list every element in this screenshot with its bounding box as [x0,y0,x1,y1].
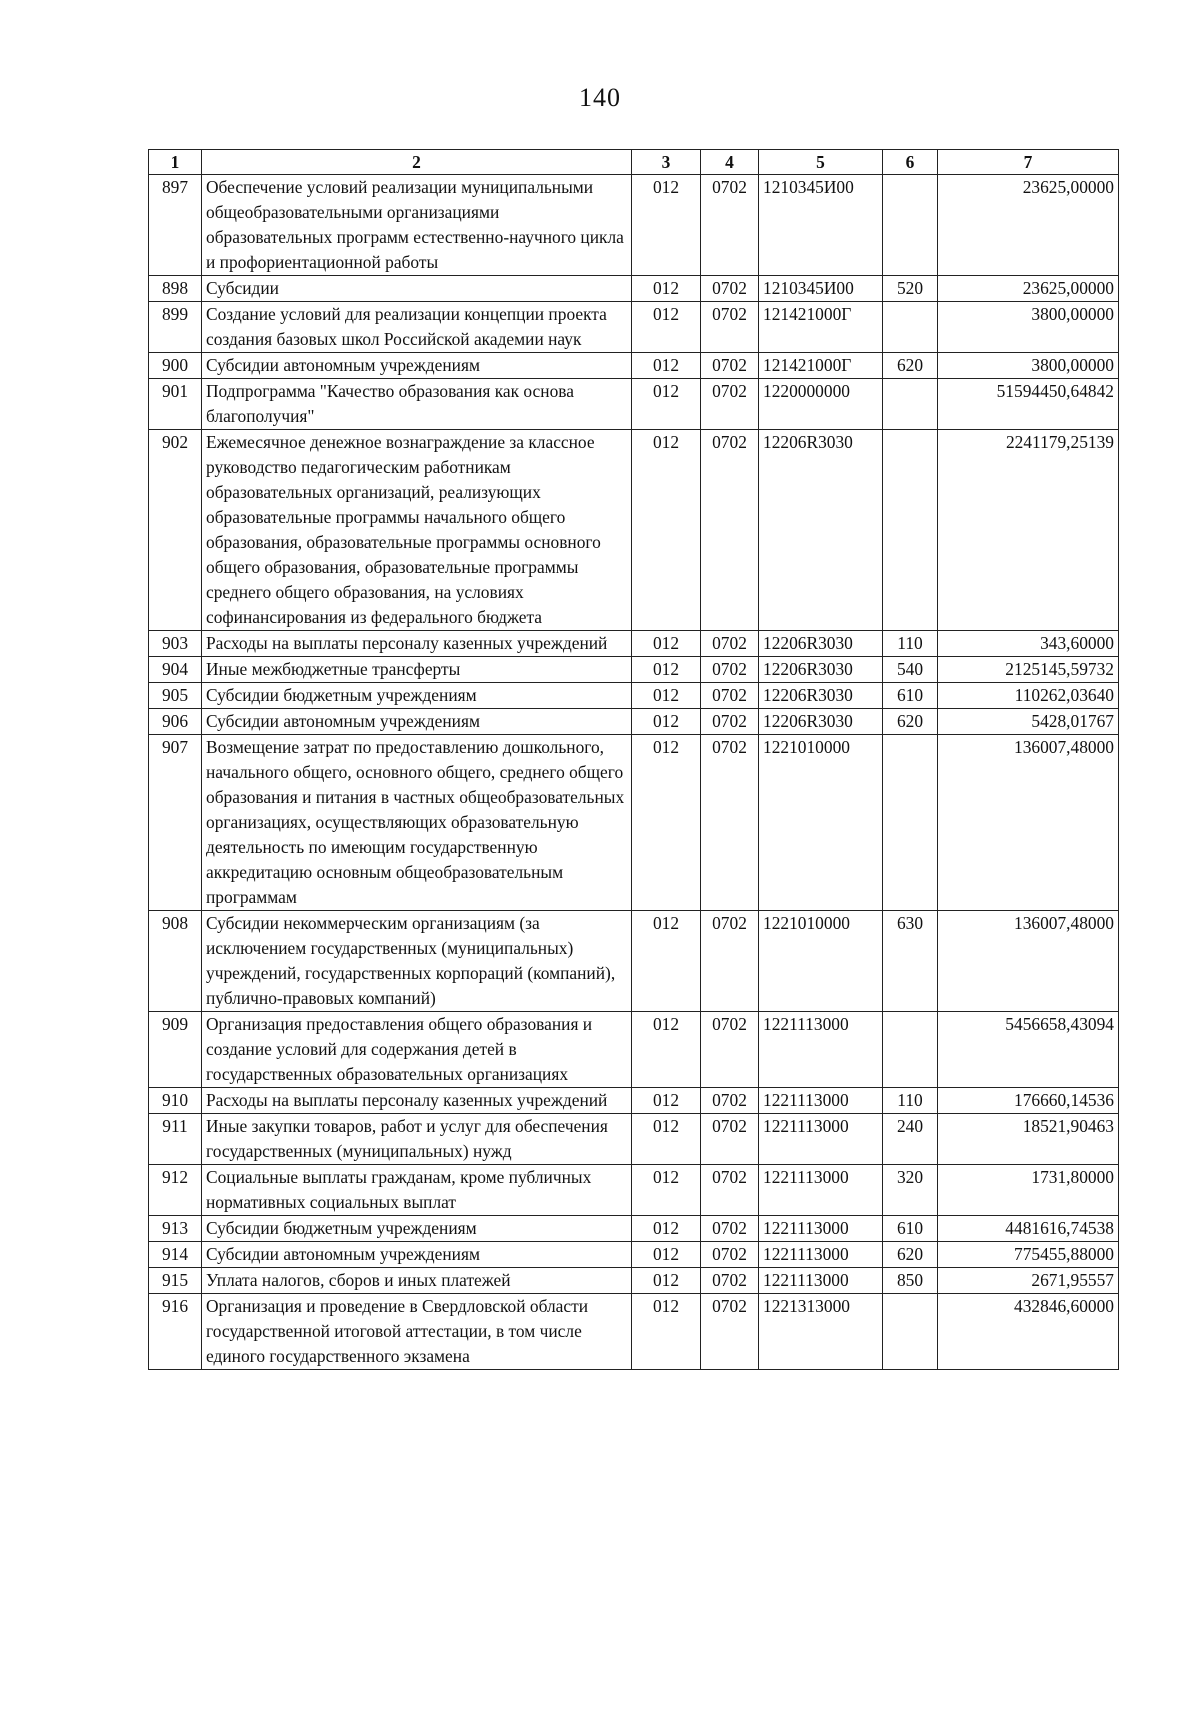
row-number: 915 [149,1268,202,1294]
section-code: 0702 [701,1088,759,1114]
admin-code: 012 [632,379,701,430]
section-code: 0702 [701,735,759,911]
expense-type-code [883,379,938,430]
target-code: 12206R3030 [759,430,883,631]
target-code: 1221113000 [759,1242,883,1268]
row-name: Субсидии автономным учреждениям [202,709,632,735]
table-row [149,1294,1119,1370]
row-number: 916 [149,1294,202,1370]
admin-code: 012 [632,1114,701,1165]
column-header: 4 [701,150,759,175]
target-code: 12206R3030 [759,657,883,683]
row-name: Организация и проведение в Свердловской области государственной итоговой аттестации, в том числе единого государственного экзамена [202,1294,632,1370]
expense-type-code: 610 [883,683,938,709]
admin-code: 012 [632,1165,701,1216]
amount: 136007,48000 [938,735,1119,911]
section-code: 0702 [701,379,759,430]
amount: 343,60000 [938,631,1119,657]
admin-code: 012 [632,302,701,353]
admin-code: 012 [632,1268,701,1294]
table-row [149,1216,1119,1242]
amount: 23625,00000 [938,175,1119,276]
table-row [149,1242,1119,1268]
table-row [149,276,1119,302]
row-name: Субсидии автономным учреждениям [202,1242,632,1268]
column-header: 7 [938,150,1119,175]
row-number: 912 [149,1165,202,1216]
expense-type-code: 540 [883,657,938,683]
section-code: 0702 [701,175,759,276]
expense-type-code: 610 [883,1216,938,1242]
section-code: 0702 [701,302,759,353]
row-name: Субсидии [202,276,632,302]
target-code: 1221313000 [759,1294,883,1370]
target-code: 1210345И00 [759,175,883,276]
table-row [149,911,1119,1012]
row-name: Социальные выплаты гражданам, кроме публичных нормативных социальных выплат [202,1165,632,1216]
amount: 775455,88000 [938,1242,1119,1268]
section-code: 0702 [701,709,759,735]
admin-code: 012 [632,353,701,379]
target-code: 1221010000 [759,911,883,1012]
admin-code: 012 [632,683,701,709]
admin-code: 012 [632,1294,701,1370]
section-code: 0702 [701,276,759,302]
target-code: 121421000Г [759,353,883,379]
row-name: Возмещение затрат по предоставлению дошкольного, начального общего, основного общего, среднего общего образования и питания в частных общеобразовательных организациях, осуществляющих образовательную деятельность по имеющим государственную аккредитацию основным общеобразовательным программам [202,735,632,911]
section-code: 0702 [701,657,759,683]
table-row [149,1165,1119,1216]
expense-type-code [883,1294,938,1370]
amount: 3800,00000 [938,302,1119,353]
target-code: 1221113000 [759,1012,883,1088]
row-number: 907 [149,735,202,911]
budget-table [148,149,1119,1370]
amount: 110262,03640 [938,683,1119,709]
row-name: Расходы на выплаты персоналу казенных учреждений [202,1088,632,1114]
row-name: Создание условий для реализации концепции проекта создания базовых школ Российской академии наук [202,302,632,353]
amount: 51594450,64842 [938,379,1119,430]
table-row [149,1268,1119,1294]
amount: 18521,90463 [938,1114,1119,1165]
row-name: Иные закупки товаров, работ и услуг для обеспечения государственных (муниципальных) нужд [202,1114,632,1165]
expense-type-code: 320 [883,1165,938,1216]
target-code: 1221113000 [759,1114,883,1165]
row-name: Иные межбюджетные трансферты [202,657,632,683]
table-row [149,430,1119,631]
expense-type-code: 520 [883,276,938,302]
row-number: 899 [149,302,202,353]
admin-code: 012 [632,276,701,302]
amount: 2671,95557 [938,1268,1119,1294]
expense-type-code [883,430,938,631]
target-code: 12206R3030 [759,709,883,735]
amount: 5428,01767 [938,709,1119,735]
target-code: 1221113000 [759,1216,883,1242]
expense-type-code [883,175,938,276]
row-number: 908 [149,911,202,1012]
row-number: 902 [149,430,202,631]
admin-code: 012 [632,175,701,276]
amount: 23625,00000 [938,276,1119,302]
table-row [149,683,1119,709]
target-code: 1221113000 [759,1088,883,1114]
section-code: 0702 [701,1114,759,1165]
amount: 4481616,74538 [938,1216,1119,1242]
admin-code: 012 [632,657,701,683]
expense-type-code [883,735,938,911]
row-name: Субсидии некоммерческим организациям (за исключением государственных (муниципальных) учреждений, государственных корпораций (компаний), публично-правовых компаний) [202,911,632,1012]
row-number: 906 [149,709,202,735]
amount: 2241179,25139 [938,430,1119,631]
row-name: Организация предоставления общего образования и создание условий для содержания детей в государственных образовательных организациях [202,1012,632,1088]
row-number: 900 [149,353,202,379]
target-code: 12206R3030 [759,631,883,657]
row-number: 914 [149,1242,202,1268]
expense-type-code: 630 [883,911,938,1012]
table-row [149,1012,1119,1088]
table-row [149,1114,1119,1165]
row-name: Подпрограмма "Качество образования как основа благополучия" [202,379,632,430]
table-row [149,302,1119,353]
row-name: Уплата налогов, сборов и иных платежей [202,1268,632,1294]
expense-type-code: 620 [883,353,938,379]
amount: 5456658,43094 [938,1012,1119,1088]
row-number: 909 [149,1012,202,1088]
column-header: 2 [202,150,632,175]
table-row [149,631,1119,657]
row-number: 905 [149,683,202,709]
table-row [149,175,1119,276]
row-number: 910 [149,1088,202,1114]
header-row [149,150,1119,175]
row-number: 903 [149,631,202,657]
table-row [149,1088,1119,1114]
admin-code: 012 [632,430,701,631]
admin-code: 012 [632,709,701,735]
admin-code: 012 [632,911,701,1012]
table-row [149,709,1119,735]
column-header: 3 [632,150,701,175]
admin-code: 012 [632,1012,701,1088]
section-code: 0702 [701,1216,759,1242]
amount: 176660,14536 [938,1088,1119,1114]
target-code: 1210345И00 [759,276,883,302]
target-code: 12206R3030 [759,683,883,709]
section-code: 0702 [701,1165,759,1216]
admin-code: 012 [632,631,701,657]
section-code: 0702 [701,353,759,379]
amount: 136007,48000 [938,911,1119,1012]
target-code: 121421000Г [759,302,883,353]
row-number: 898 [149,276,202,302]
expense-type-code: 240 [883,1114,938,1165]
row-number: 913 [149,1216,202,1242]
expense-type-code: 620 [883,709,938,735]
admin-code: 012 [632,1216,701,1242]
expense-type-code: 850 [883,1268,938,1294]
page-number: 140 [579,83,621,112]
amount: 3800,00000 [938,353,1119,379]
expense-type-code: 620 [883,1242,938,1268]
row-name: Субсидии бюджетным учреждениям [202,1216,632,1242]
target-code: 1221113000 [759,1268,883,1294]
amount: 432846,60000 [938,1294,1119,1370]
row-name: Субсидии автономным учреждениям [202,353,632,379]
admin-code: 012 [632,1088,701,1114]
section-code: 0702 [701,1294,759,1370]
row-number: 901 [149,379,202,430]
section-code: 0702 [701,430,759,631]
row-number: 904 [149,657,202,683]
amount: 1731,80000 [938,1165,1119,1216]
section-code: 0702 [701,1268,759,1294]
target-code: 1221010000 [759,735,883,911]
row-name: Обеспечение условий реализации муниципальными общеобразовательными организациями образовательных программ естественно-научного цикла и профориентационной работы [202,175,632,276]
row-number: 897 [149,175,202,276]
table-row [149,657,1119,683]
table-row [149,735,1119,911]
expense-type-code: 110 [883,631,938,657]
target-code: 1221113000 [759,1165,883,1216]
admin-code: 012 [632,735,701,911]
amount: 2125145,59732 [938,657,1119,683]
table-row [149,353,1119,379]
table-row [149,379,1119,430]
section-code: 0702 [701,683,759,709]
expense-type-code: 110 [883,1088,938,1114]
target-code: 1220000000 [759,379,883,430]
column-header: 6 [883,150,938,175]
section-code: 0702 [701,911,759,1012]
section-code: 0702 [701,631,759,657]
row-number: 911 [149,1114,202,1165]
row-name: Расходы на выплаты персоналу казенных учреждений [202,631,632,657]
admin-code: 012 [632,1242,701,1268]
expense-type-code [883,1012,938,1088]
column-header: 1 [149,150,202,175]
section-code: 0702 [701,1242,759,1268]
section-code: 0702 [701,1012,759,1088]
row-name: Субсидии бюджетным учреждениям [202,683,632,709]
row-name: Ежемесячное денежное вознаграждение за классное руководство педагогическим работникам образовательных организаций, реализующих образовательные программы начального общего образования, образовательные программы основного общего образования, образовательные программы среднего общего образования, на условиях софинансирования из федерального бюджета [202,430,632,631]
expense-type-code [883,302,938,353]
column-header: 5 [759,150,883,175]
